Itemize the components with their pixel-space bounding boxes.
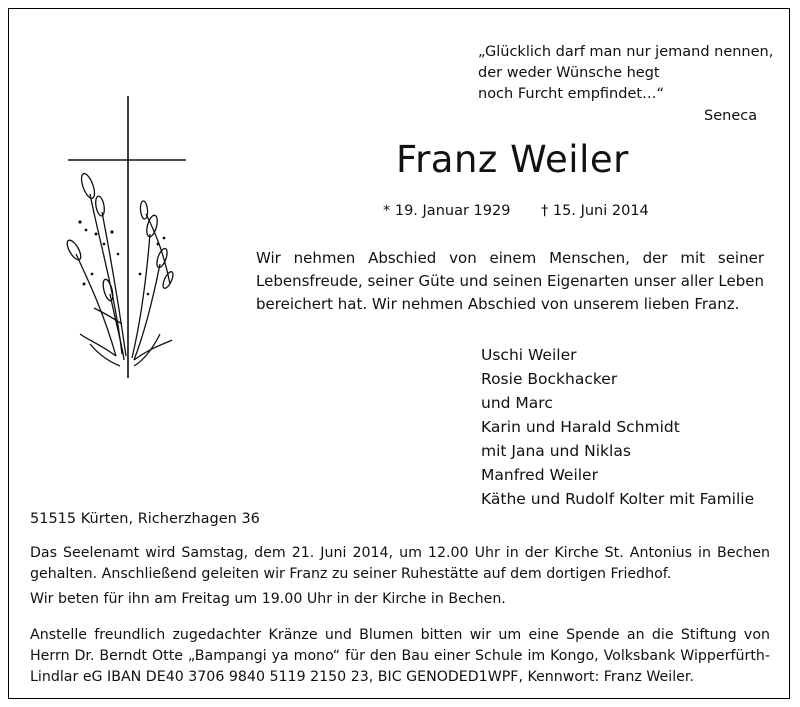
birth-symbol: * xyxy=(383,203,391,219)
address: 51515 Kürten, Richerzhagen 36 xyxy=(30,511,260,527)
quote-author: Seneca xyxy=(704,108,758,124)
tribute-text: Wir nehmen Abschied von einem Menschen, der mit seiner Lebensfreude, seiner Güte und seinen Eigenarten unser aller Leben bereichert hat. Wir nehmen Abschied von unserem lieben Franz. xyxy=(256,249,764,313)
death-date: 15. Juni 2014 xyxy=(552,203,649,219)
family-member: Käthe und Rudolf Kolter mit Familie xyxy=(481,490,755,508)
family-member: Karin und Harald Schmidt xyxy=(481,418,680,436)
family-member: und Marc xyxy=(481,394,553,412)
family-list xyxy=(481,343,754,511)
donation-paragraph: Anstelle freundlich zugedachter Kränze und Blumen bitten wir um eine Spende an die Stiftung von Herrn Dr. Berndt Otte „Bampangi ya mono“ für den Bau einer Schule im Kongo, Volksbank Wipperfürth-Lindlar eG IBAN DE40 3706 9840 5119 2150 23, BIC GENODED1WPF, Kennwort: Franz Weiler. xyxy=(30,627,770,685)
quote-block xyxy=(478,42,773,105)
deceased-name: Franz Weiler xyxy=(396,138,629,181)
death-symbol: † xyxy=(541,203,549,219)
family-member: mit Jana und Niklas xyxy=(481,442,631,460)
prayer-paragraph: Wir beten für ihn am Freitag um 19.00 Uhr in der Kirche in Bechen. xyxy=(30,591,506,607)
quote-line-2: der weder Wünsche hegt xyxy=(478,65,660,81)
quote-line-3: noch Furcht empfindet…“ xyxy=(478,86,665,102)
birth-date: 19. Januar 1929 xyxy=(394,203,511,219)
life-dates xyxy=(383,203,649,219)
cross-wheat-icon xyxy=(60,94,190,384)
family-member: Manfred Weiler xyxy=(481,466,598,484)
quote-line-1: „Glücklich darf man nur jemand nennen, xyxy=(478,44,774,60)
family-member: Uschi Weiler xyxy=(481,346,577,364)
funeral-service-paragraph: Das Seelenamt wird Samstag, dem 21. Juni 2014, um 12.00 Uhr in der Kirche St. Antonius in Bechen gehalten. Anschließend geleiten wir Franz zu seiner Ruhestätte auf dem dortigen Friedhof. xyxy=(30,545,770,582)
family-member: Rosie Bockhacker xyxy=(481,370,618,388)
